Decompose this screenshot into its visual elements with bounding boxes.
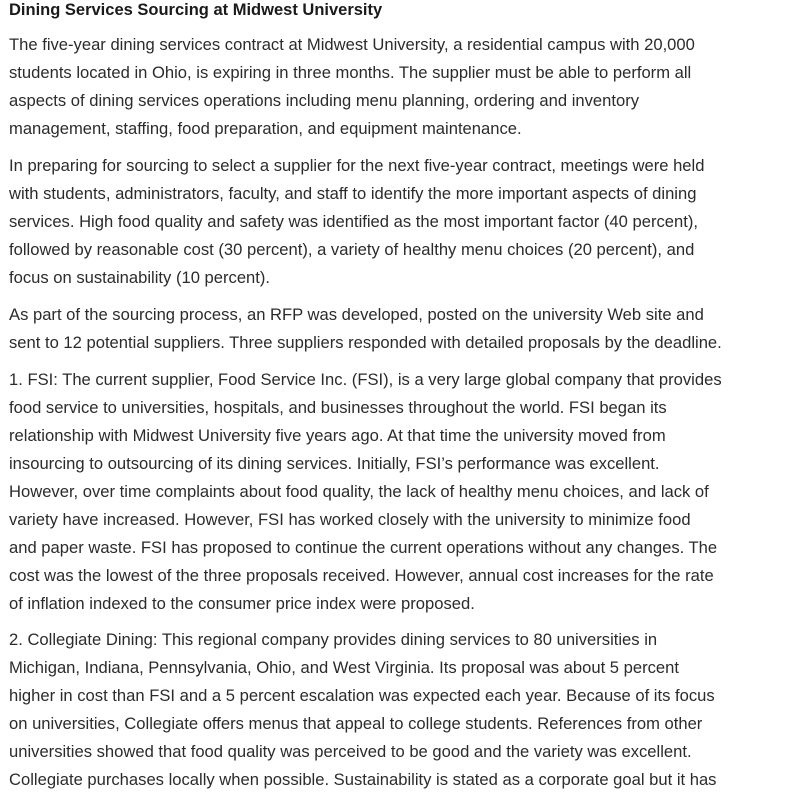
- document: [9, 0, 784, 789]
- paragraph-line: and paper waste. FSI has proposed to continue the current operations without any changes. The: [9, 538, 718, 557]
- paragraph-line: focus on sustainability (10 percent).: [9, 268, 271, 287]
- paragraph-line: universities showed that food quality was perceived to be good and the variety was excellent.: [9, 742, 692, 761]
- paragraph-line: sent to 12 potential suppliers. Three suppliers responded with detailed proposals by the deadline.: [9, 333, 722, 352]
- paragraph-line: services. High food quality and safety was identified as the most important factor (40 percent),: [9, 212, 698, 231]
- paragraph-line: cost was the lowest of the three proposals received. However, annual cost increases for the rate: [9, 566, 714, 585]
- paragraph-line: 2. Collegiate Dining: This regional company provides dining services to 80 universities in: [9, 630, 658, 649]
- paragraph-line: variety have increased. However, FSI has worked closely with the university to minimize food: [9, 510, 691, 529]
- paragraph-line: with students, administrators, faculty, and staff to identify the more important aspects of dining: [9, 184, 697, 203]
- paragraph-line: The five-year dining services contract at Midwest University, a residential campus with 20,000: [9, 35, 695, 54]
- paragraph-line: management, staffing, food preparation, and equipment maintenance.: [9, 119, 522, 138]
- paragraph-sourcing-criteria: [9, 152, 704, 292]
- paragraph-contract-overview: [9, 31, 695, 143]
- paragraph-line: of inflation indexed to the consumer price index were proposed.: [9, 594, 475, 613]
- document-title: Dining Services Sourcing at Midwest University: [9, 1, 383, 19]
- paragraph-line: followed by reasonable cost (30 percent), a variety of healthy menu choices (20 percent), and: [9, 240, 695, 259]
- paragraph-line: Collegiate purchases locally when possible. Sustainability is stated as a corporate goal but it has: [9, 770, 717, 789]
- paragraph-line: relationship with Midwest University five years ago. At that time the university moved from: [9, 426, 666, 445]
- paragraph-line: As part of the sourcing process, an RFP was developed, posted on the university Web site and: [9, 305, 704, 324]
- paragraph-line: insourcing to outsourcing of its dining services. Initially, FSI’s performance was excellent.: [9, 454, 660, 473]
- paragraph-line: aspects of dining services operations including menu planning, ordering and inventory: [9, 91, 640, 110]
- paragraph-supplier-fsi: [9, 366, 722, 618]
- paragraph-line: However, over time complaints about food quality, the lack of healthy menu choices, and lack of: [9, 482, 709, 501]
- paragraph-line: on universities, Collegiate offers menus that appeal to college students. References from other: [9, 714, 703, 733]
- paragraph-line: students located in Ohio, is expiring in three months. The supplier must be able to perform all: [9, 63, 692, 82]
- paragraph-supplier-collegiate: [9, 626, 716, 794]
- paragraph-line: 1. FSI: The current supplier, Food Service Inc. (FSI), is a very large global company that provides: [9, 370, 722, 389]
- paragraph-line: Michigan, Indiana, Pennsylvania, Ohio, and West Virginia. Its proposal was about 5 percent: [9, 658, 679, 677]
- paragraph-rfp-process: [9, 301, 722, 357]
- paragraph-line: food service to universities, hospitals, and businesses throughout the world. FSI began its: [9, 398, 667, 417]
- paragraph-line: In preparing for sourcing to select a supplier for the next five-year contract, meetings were held: [9, 156, 705, 175]
- paragraph-line: higher in cost than FSI and a 5 percent escalation was expected each year. Because of its focus: [9, 686, 715, 705]
